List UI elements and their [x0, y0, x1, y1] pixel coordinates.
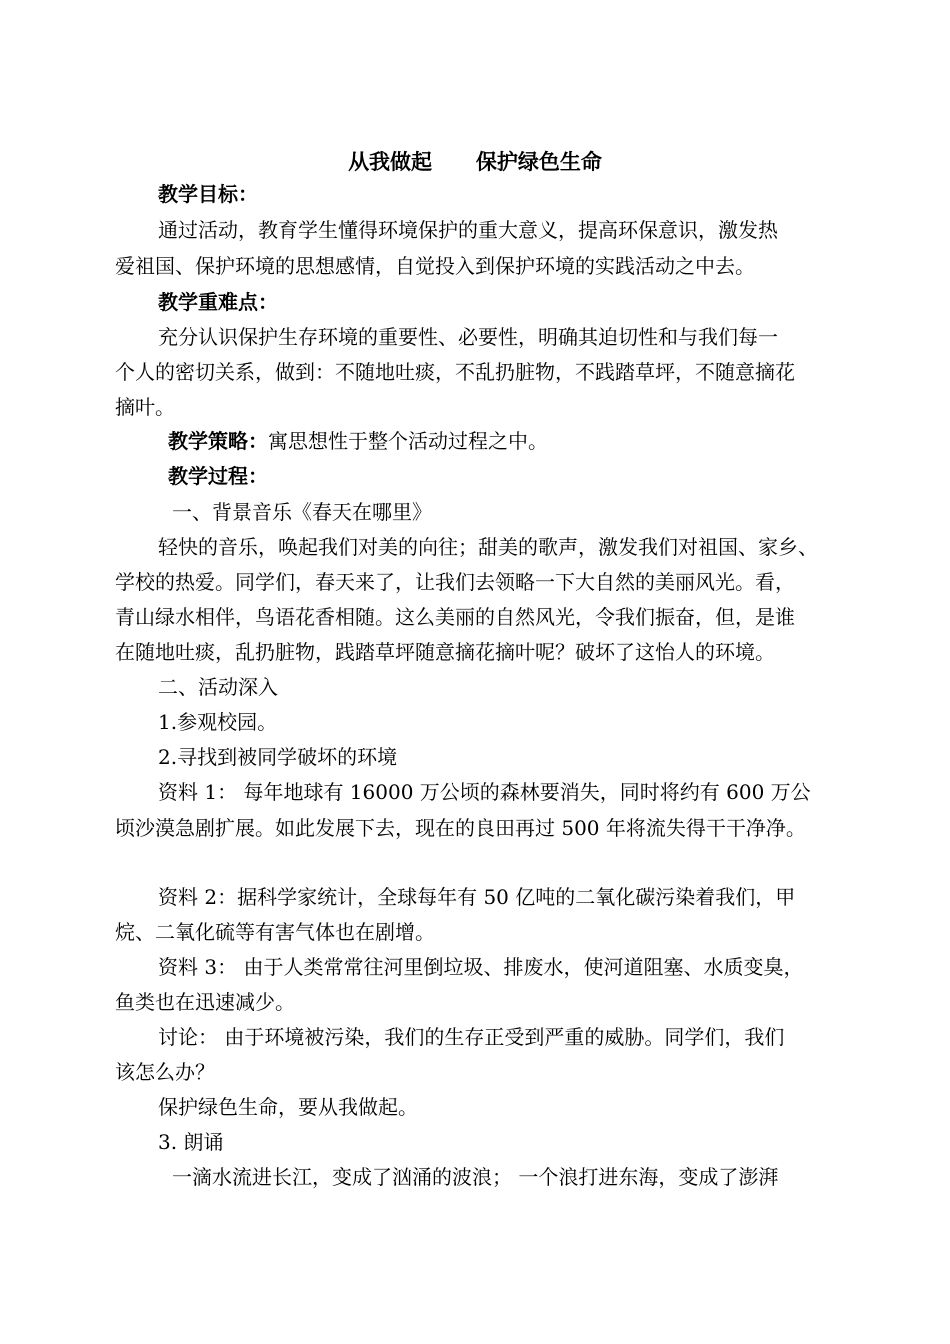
document-title: 从我做起 保护绿色生命 [348, 149, 602, 174]
list-item: 3. 朗诵 [158, 1130, 224, 1154]
key-points-text-line: 摘叶。 [115, 395, 175, 419]
paragraph-line: 在随地吐痰，乱扔脏物，践踏草坪随意摘花摘叶呢？破坏了这怡人的环境。 [115, 640, 775, 664]
strategy-line [168, 425, 548, 457]
section-heading-2: 二、活动深入 [158, 675, 278, 699]
goal-heading: 教学目标： [158, 182, 258, 206]
process-heading: 教学过程： [168, 464, 268, 488]
recital-line: 一滴水流进长江，变成了汹涌的波浪； 一个浪打进东海，变成了澎湃 [172, 1165, 779, 1189]
paragraph-line: 青山绿水相伴，鸟语花香相随。这么美丽的自然风光，令我们振奋，但，是谁 [115, 605, 795, 629]
material-1-line: 资料 1： 每年地球有 16000 万公顷的森林要消失，同时将约有 600 万公 [158, 780, 811, 804]
strategy-text: 寓思想性于整个活动过程之中。 [268, 429, 548, 453]
key-points-text-line: 充分认识保护生存环境的重要性、必要性，明确其迫切性和与我们每一 [158, 325, 778, 349]
key-points-heading: 教学重难点： [158, 290, 278, 314]
material-2-line: 资料 2：据科学家统计，全球每年有 50 亿吨的二氧化碳污染着我们，甲 [158, 885, 796, 909]
discussion-line: 该怎么办？ [115, 1060, 215, 1084]
material-1-line: 顷沙漠急剧扩展。如此发展下去，现在的良田再过 500 年将流失得干干净净。 [115, 816, 806, 840]
key-points-text-line: 个人的密切关系，做到：不随地吐痰，不乱扔脏物，不践踏草坪，不随意摘花 [115, 360, 795, 384]
section-heading-1: 一、背景音乐《春天在哪里》 [172, 500, 432, 524]
goal-text-line: 通过活动，教育学生懂得环境保护的重大意义，提高环保意识，激发热 [158, 218, 778, 242]
conclusion-line: 保护绿色生命，要从我做起。 [158, 1095, 418, 1119]
paragraph-line: 轻快的音乐，唤起我们对美的向往；甜美的歌声，激发我们对祖国、家乡、 [158, 535, 818, 559]
material-2-line: 烷、二氧化硫等有害气体也在剧增。 [115, 920, 435, 944]
material-3-line: 鱼类也在迅速减少。 [115, 990, 295, 1014]
material-3-line: 资料 3： 由于人类常常往河里倒垃圾、排废水，使河道阻塞、水质变臭， [158, 955, 804, 979]
list-item: 2.寻找到被同学破坏的环境 [158, 745, 398, 769]
goal-text-line: 爱祖国、保护环境的思想感情，自觉投入到保护环境的实践活动之中去。 [115, 254, 755, 278]
strategy-heading: 教学策略： [168, 429, 268, 453]
list-item: 1.参观校园。 [158, 710, 278, 734]
paragraph-line: 学校的热爱。同学们，春天来了，让我们去领略一下大自然的美丽风光。看， [115, 570, 795, 594]
discussion-line: 讨论： 由于环境被污染，我们的生存正受到严重的威胁。同学们，我们 [158, 1025, 785, 1049]
